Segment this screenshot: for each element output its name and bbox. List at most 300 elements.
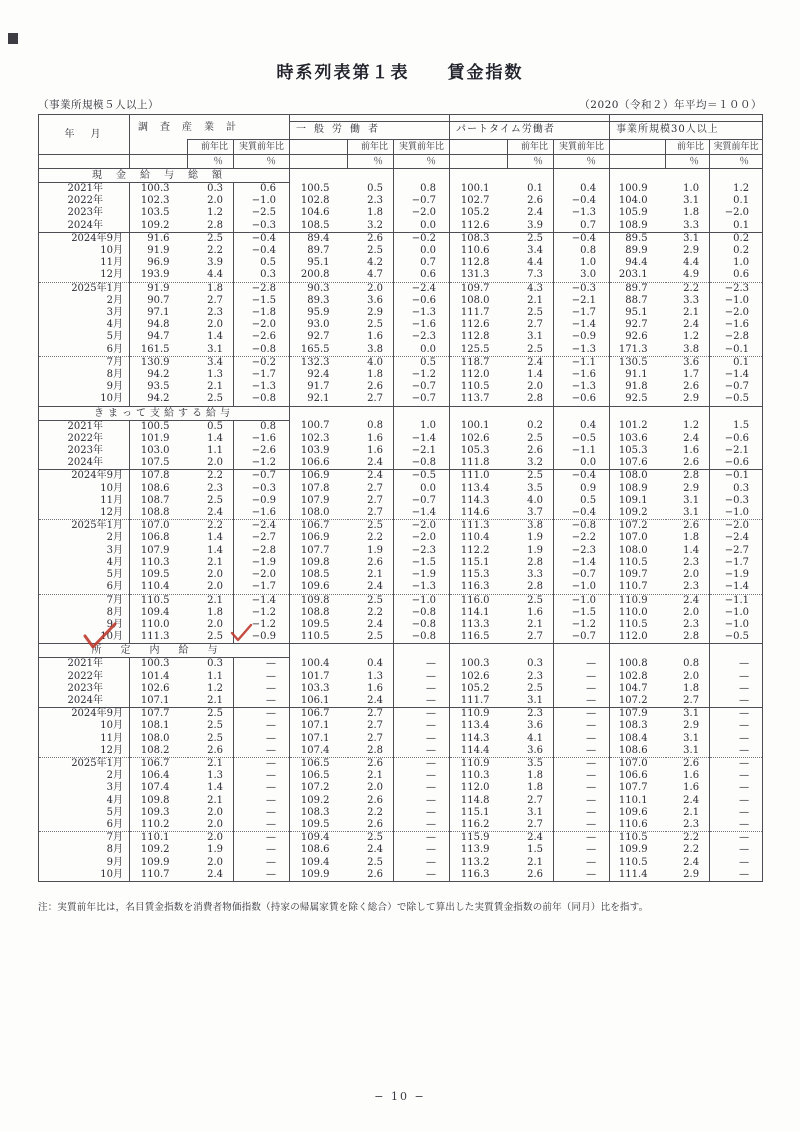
value-cell: 2.9 <box>367 307 384 319</box>
value-cell: 2.6 <box>348 757 394 770</box>
value-cell: 109.7 <box>450 282 508 295</box>
row-label-cell: 7月 <box>39 594 130 607</box>
value-cell: 2.4 <box>367 694 384 706</box>
value-cell: 1.6 <box>367 432 384 444</box>
value-cell: 2.6 <box>367 794 384 806</box>
value-cell: −2.0 <box>394 520 450 533</box>
value-cell: 1.6 <box>683 445 700 457</box>
value-cell: 2.5 <box>527 307 544 319</box>
value-cell: −0.8 <box>394 457 450 470</box>
value-cell: 89.7 <box>290 245 348 257</box>
value-cell: −0.3 <box>554 282 610 295</box>
value-cell: 108.2 <box>130 745 188 758</box>
value-cell: 105.2 <box>450 207 508 219</box>
value-cell: −1.3 <box>234 381 290 393</box>
value-cell: −0.7 <box>710 381 763 393</box>
value-cell: 2.5 <box>508 594 554 607</box>
table-row <box>39 483 763 495</box>
value-cell: 2.5 <box>527 432 544 444</box>
value-cell: — <box>710 869 763 882</box>
value-cell: 110.0 <box>610 607 666 619</box>
value-cell: 0.2 <box>710 245 763 257</box>
row-label-cell: 6月 <box>106 343 123 355</box>
row-label-cell: 3月 <box>106 544 123 556</box>
value-cell: 2.0 <box>207 806 223 818</box>
value-cell: 0.6 <box>234 183 290 196</box>
cell <box>554 169 610 183</box>
value-cell: 3.5 <box>508 757 554 770</box>
value-cell: −1.4 <box>394 433 450 445</box>
value-cell: 94.7 <box>130 331 188 343</box>
value-cell: −1.1 <box>710 594 763 607</box>
value-cell: 3.1 <box>527 694 544 706</box>
value-cell: 2.1 <box>207 556 223 568</box>
value-cell: 102.8 <box>610 671 666 683</box>
value-cell: −0.3 <box>710 495 763 507</box>
row-label-cell: 12月 <box>100 744 123 756</box>
row-label-cell: 2024年9月 <box>39 232 130 245</box>
index-subheader-blank <box>450 140 508 155</box>
value-cell: 2.4 <box>683 432 700 444</box>
value-cell: 0.8 <box>394 183 450 196</box>
value-cell: 2.7 <box>367 732 384 744</box>
row-label-cell: 3月 <box>106 782 123 794</box>
value-cell: −0.3 <box>234 220 290 233</box>
value-cell: 108.9 <box>610 220 666 233</box>
value-cell: — <box>710 782 763 794</box>
value-cell: 3.7 <box>527 507 544 519</box>
value-cell: 110.5 <box>130 594 188 607</box>
cell <box>394 169 450 183</box>
table-row <box>39 507 763 520</box>
value-cell: 1.4 <box>207 432 223 444</box>
value-cell: 97.1 <box>130 307 188 319</box>
value-cell: 1.2 <box>710 183 763 196</box>
value-cell: 2.8 <box>207 219 223 231</box>
value-cell: 0.4 <box>554 183 610 196</box>
value-cell: 107.2 <box>290 782 348 794</box>
subheader-real-yoy: 実質前年比 <box>234 140 290 155</box>
table-row <box>39 844 763 856</box>
value-cell: 110.9 <box>610 594 666 607</box>
value-cell: 3.2 <box>527 457 544 469</box>
row-label-cell: 2月 <box>106 294 123 306</box>
value-cell: 107.6 <box>610 457 666 470</box>
value-cell: 0.8 <box>367 420 384 432</box>
group-header-row <box>39 115 763 140</box>
value-cell: 116.3 <box>450 581 508 594</box>
value-cell: 2.0 <box>367 782 384 794</box>
value-cell: 2.0 <box>207 581 223 593</box>
value-cell: 105.3 <box>610 445 666 457</box>
value-cell: 106.4 <box>130 770 188 782</box>
row-label-cell: 7月 <box>39 832 130 845</box>
value-cell: 109.3 <box>130 807 188 819</box>
value-cell: −0.5 <box>554 433 610 445</box>
value-cell: 2.1 <box>527 294 544 306</box>
value-cell: 2.9 <box>683 245 700 257</box>
table-row <box>39 207 763 219</box>
section-title-row <box>39 406 763 420</box>
value-cell: 3.2 <box>367 219 384 231</box>
value-cell: 2.4 <box>666 594 710 607</box>
value-cell: 2.4 <box>207 507 223 519</box>
value-cell: 88.7 <box>610 295 666 307</box>
value-cell: 1.5 <box>527 844 544 856</box>
value-cell: 2.0 <box>207 195 223 207</box>
value-cell: −1.3 <box>554 344 610 357</box>
group-header-box: 事業所規模30人以上 <box>610 121 762 137</box>
value-cell: 110.7 <box>130 869 188 882</box>
value-cell: 1.6 <box>367 331 384 343</box>
value-cell: 107.2 <box>610 695 666 708</box>
table-row <box>39 433 763 445</box>
row-label-cell: 10月 <box>100 245 123 257</box>
value-cell: 95.1 <box>610 307 666 319</box>
value-cell: −1.2 <box>234 457 290 470</box>
value-cell: — <box>554 733 610 745</box>
table-row <box>39 594 763 607</box>
row-label-cell: 10月 <box>100 393 123 405</box>
value-cell: 92.7 <box>290 331 348 343</box>
table-row <box>39 495 763 507</box>
value-cell: 2.5 <box>367 319 384 331</box>
value-cell: 1.3 <box>207 770 223 782</box>
value-cell: 91.6 <box>130 232 188 245</box>
column-group-header: 調査産業計 <box>130 115 290 140</box>
value-cell: −2.4 <box>710 532 763 544</box>
value-cell: 109.8 <box>130 795 188 807</box>
value-cell: 109.2 <box>130 844 188 856</box>
value-cell: 102.6 <box>130 683 188 695</box>
value-cell: 0.6 <box>394 269 450 282</box>
value-cell: 0.1 <box>527 182 544 194</box>
value-cell: 103.6 <box>610 433 666 445</box>
value-cell: 2.5 <box>508 470 554 483</box>
value-cell: — <box>394 819 450 832</box>
value-cell: 131.3 <box>450 269 508 282</box>
value-cell: 2.5 <box>367 631 384 643</box>
row-label-cell: 2021年 <box>67 420 103 432</box>
value-cell: 110.6 <box>450 245 508 257</box>
value-cell: 2.4 <box>508 356 554 369</box>
table-row <box>39 232 763 245</box>
value-cell: 1.8 <box>683 532 700 544</box>
value-cell: −1.3 <box>394 581 450 594</box>
value-cell: −1.3 <box>554 381 610 393</box>
cell <box>610 406 666 420</box>
value-cell: −1.9 <box>710 569 763 581</box>
value-cell: 2.1 <box>207 381 223 393</box>
subheader-real-yoy: 実質前年比 <box>394 140 450 155</box>
value-cell: 2.0 <box>683 606 700 618</box>
value-cell: — <box>554 708 610 721</box>
value-cell: 2.2 <box>666 282 710 295</box>
value-cell: — <box>710 757 763 770</box>
value-cell: 2.3 <box>367 195 384 207</box>
value-cell: −1.4 <box>710 581 763 594</box>
subheader-yoy: 前年比 <box>666 140 710 155</box>
value-cell: 4.4 <box>683 257 700 269</box>
value-cell: −0.8 <box>554 520 610 533</box>
unit-cell: ％ <box>666 155 710 169</box>
value-cell: 3.3 <box>527 569 544 581</box>
value-cell: 2.6 <box>367 868 384 880</box>
value-cell: 100.5 <box>130 420 188 433</box>
value-cell: 0.0 <box>554 457 610 470</box>
value-cell: 1.2 <box>207 682 223 694</box>
row-label-cell: 12月 <box>100 507 123 519</box>
value-cell: 3.8 <box>683 343 700 355</box>
table-row <box>39 331 763 343</box>
value-cell: 111.8 <box>450 457 508 470</box>
value-cell: 1.4 <box>207 331 223 343</box>
cell <box>710 644 763 658</box>
value-cell: — <box>394 795 450 807</box>
value-cell: 108.6 <box>610 745 666 758</box>
row-label-cell: 2月 <box>106 770 123 782</box>
unit-cell: ％ <box>710 155 763 169</box>
value-cell: 89.5 <box>610 232 666 245</box>
value-cell: 1.2 <box>683 331 700 343</box>
value-cell: −2.0 <box>710 207 763 219</box>
value-cell: 2.1 <box>188 757 234 770</box>
value-cell: −1.7 <box>234 369 290 381</box>
value-cell: 2.7 <box>367 494 384 506</box>
row-label-cell: 5月 <box>106 806 123 818</box>
value-cell: 7.3 <box>527 269 544 281</box>
value-cell: 0.2 <box>527 420 544 432</box>
value-cell: 113.2 <box>450 857 508 869</box>
section-title: 現金給与総額 <box>39 169 290 183</box>
value-cell: 1.9 <box>527 532 544 544</box>
value-cell: 112.8 <box>450 331 508 343</box>
value-cell: 2.5 <box>207 393 223 405</box>
section-title-row <box>39 644 763 658</box>
cell <box>710 169 763 183</box>
value-cell: 4.2 <box>367 257 384 269</box>
value-cell: — <box>394 745 450 758</box>
value-cell: −2.0 <box>234 319 290 331</box>
row-label-cell: 2023年 <box>67 207 103 219</box>
value-cell: −0.6 <box>710 457 763 470</box>
value-cell: 2.4 <box>207 868 223 880</box>
value-cell: −2.3 <box>554 545 610 557</box>
cell <box>610 169 666 183</box>
value-cell: 3.3 <box>683 294 700 306</box>
value-cell: — <box>394 720 450 732</box>
value-cell: 107.0 <box>130 520 188 533</box>
value-cell: 4.0 <box>348 356 394 369</box>
value-cell: −2.1 <box>394 445 450 457</box>
value-cell: 1.8 <box>207 606 223 618</box>
row-label-cell: 9月 <box>106 381 123 393</box>
table-row <box>39 245 763 257</box>
value-cell: 91.9 <box>130 245 188 257</box>
unit-cell <box>290 155 348 169</box>
value-cell: 103.5 <box>130 207 188 219</box>
value-cell: 114.6 <box>450 507 508 520</box>
value-cell: 110.5 <box>290 631 348 644</box>
table-row <box>39 819 763 832</box>
row-label-cell: 9月 <box>106 856 123 868</box>
value-cell: −1.0 <box>554 594 610 607</box>
value-cell: 1.4 <box>207 782 223 794</box>
row-label-cell: 10月 <box>100 868 123 880</box>
value-cell: — <box>394 844 450 856</box>
value-cell: 2.1 <box>367 770 384 782</box>
row-label-cell: 2025年1月 <box>39 282 130 295</box>
value-cell: 2.4 <box>367 618 384 630</box>
index-subheader-blank <box>290 140 348 155</box>
value-cell: 1.4 <box>207 532 223 544</box>
value-cell: 110.3 <box>130 557 188 569</box>
value-cell: 108.7 <box>130 495 188 507</box>
row-label-cell: 2023年 <box>67 445 103 457</box>
value-cell: 0.6 <box>710 269 763 282</box>
value-cell: 1.2 <box>683 420 700 432</box>
value-cell: 3.1 <box>207 343 223 355</box>
value-cell: 107.9 <box>290 495 348 507</box>
value-cell: 0.3 <box>710 483 763 495</box>
value-cell: 3.4 <box>188 356 234 369</box>
value-cell: — <box>234 683 290 695</box>
value-cell: −1.0 <box>394 594 450 607</box>
value-cell: 2.0 <box>188 832 234 845</box>
value-cell: −2.0 <box>394 207 450 219</box>
value-cell: 94.2 <box>130 369 188 381</box>
value-cell: −0.1 <box>710 344 763 357</box>
value-cell: 1.1 <box>207 670 223 682</box>
value-cell: 2.8 <box>527 581 544 593</box>
value-cell: 3.8 <box>508 520 554 533</box>
value-cell: 3.6 <box>527 720 544 732</box>
value-cell: −2.0 <box>234 569 290 581</box>
section-title: きまって支給する給与 <box>39 406 290 420</box>
value-cell: 100.5 <box>290 183 348 196</box>
value-cell: 1.9 <box>207 844 223 856</box>
value-cell: 112.8 <box>450 257 508 269</box>
value-cell: — <box>554 819 610 832</box>
value-cell: 2.0 <box>683 569 700 581</box>
value-cell: — <box>234 708 290 721</box>
value-cell: 1.8 <box>188 282 234 295</box>
value-cell: 107.8 <box>290 483 348 495</box>
unit-cell: ％ <box>234 155 290 169</box>
value-cell: −2.0 <box>394 532 450 544</box>
table-row <box>39 619 763 631</box>
row-label-cell: 11月 <box>100 732 123 744</box>
value-cell: 101.7 <box>290 671 348 683</box>
value-cell: 106.6 <box>610 770 666 782</box>
unit-row <box>39 155 763 169</box>
value-cell: −0.4 <box>234 232 290 245</box>
value-cell: 107.2 <box>610 520 666 533</box>
value-cell: 2.4 <box>367 844 384 856</box>
row-label-cell: 11月 <box>100 494 123 506</box>
row-label-cell: 7月 <box>39 356 130 369</box>
value-cell: −1.6 <box>234 433 290 445</box>
value-cell: 2.0 <box>207 457 223 469</box>
value-cell: 113.3 <box>450 619 508 631</box>
table-row <box>39 457 763 470</box>
value-cell: 3.6 <box>367 294 384 306</box>
value-cell: — <box>394 832 450 845</box>
table-row <box>39 195 763 207</box>
value-cell: 108.8 <box>290 607 348 619</box>
value-cell: 2.7 <box>527 818 544 830</box>
value-cell: 0.3 <box>207 183 223 194</box>
value-cell: 161.5 <box>130 344 188 357</box>
column-group-header <box>450 115 610 140</box>
value-cell: — <box>234 733 290 745</box>
value-cell: 2.6 <box>683 381 700 393</box>
value-cell: 107.1 <box>130 695 188 708</box>
value-cell: 109.9 <box>610 844 666 856</box>
value-cell: 2.3 <box>207 307 223 319</box>
value-cell: 2.3 <box>207 482 223 494</box>
value-cell: 2.8 <box>527 393 544 405</box>
value-cell: 105.3 <box>450 445 508 457</box>
table-row <box>39 307 763 319</box>
value-cell: 109.5 <box>290 819 348 832</box>
value-cell: 110.2 <box>130 819 188 832</box>
value-cell: 2.5 <box>348 594 394 607</box>
value-cell: 100.1 <box>450 183 508 196</box>
value-cell: −1.9 <box>234 557 290 569</box>
value-cell: 4.1 <box>527 732 544 744</box>
value-cell: 109.8 <box>290 557 348 569</box>
value-cell: 104.7 <box>610 683 666 695</box>
value-cell: 108.4 <box>610 733 666 745</box>
table-row <box>39 795 763 807</box>
scan-artifact-mark <box>8 33 18 44</box>
value-cell: −2.1 <box>710 445 763 457</box>
value-cell: 112.0 <box>450 782 508 794</box>
value-cell: 107.7 <box>290 545 348 557</box>
value-cell: — <box>710 745 763 758</box>
table-row <box>39 631 763 644</box>
value-cell: 2.5 <box>188 232 234 245</box>
row-label-cell: 2025年1月 <box>39 520 130 533</box>
value-cell: 108.0 <box>610 545 666 557</box>
value-cell: 104.6 <box>290 207 348 219</box>
table-row <box>39 857 763 869</box>
value-cell: 107.1 <box>290 720 348 732</box>
value-cell: −0.3 <box>234 483 290 495</box>
value-cell: 109.2 <box>290 795 348 807</box>
value-cell: 116.5 <box>450 631 508 644</box>
value-cell: 114.4 <box>450 745 508 758</box>
value-cell: 112.0 <box>450 369 508 381</box>
value-cell: 118.7 <box>450 356 508 369</box>
value-cell: 2.6 <box>527 868 544 880</box>
value-cell: −2.7 <box>710 545 763 557</box>
value-cell: 2.5 <box>207 732 223 744</box>
table-row <box>39 683 763 695</box>
value-cell: — <box>554 745 610 758</box>
table-row <box>39 381 763 393</box>
value-cell: −0.5 <box>394 470 450 483</box>
value-cell: −1.7 <box>234 581 290 594</box>
value-cell: 108.0 <box>130 733 188 745</box>
value-cell: — <box>710 770 763 782</box>
value-cell: — <box>710 795 763 807</box>
value-cell: 100.1 <box>450 420 508 433</box>
value-cell: 110.5 <box>610 557 666 569</box>
value-cell: −1.4 <box>234 594 290 607</box>
value-cell: 110.5 <box>610 857 666 869</box>
